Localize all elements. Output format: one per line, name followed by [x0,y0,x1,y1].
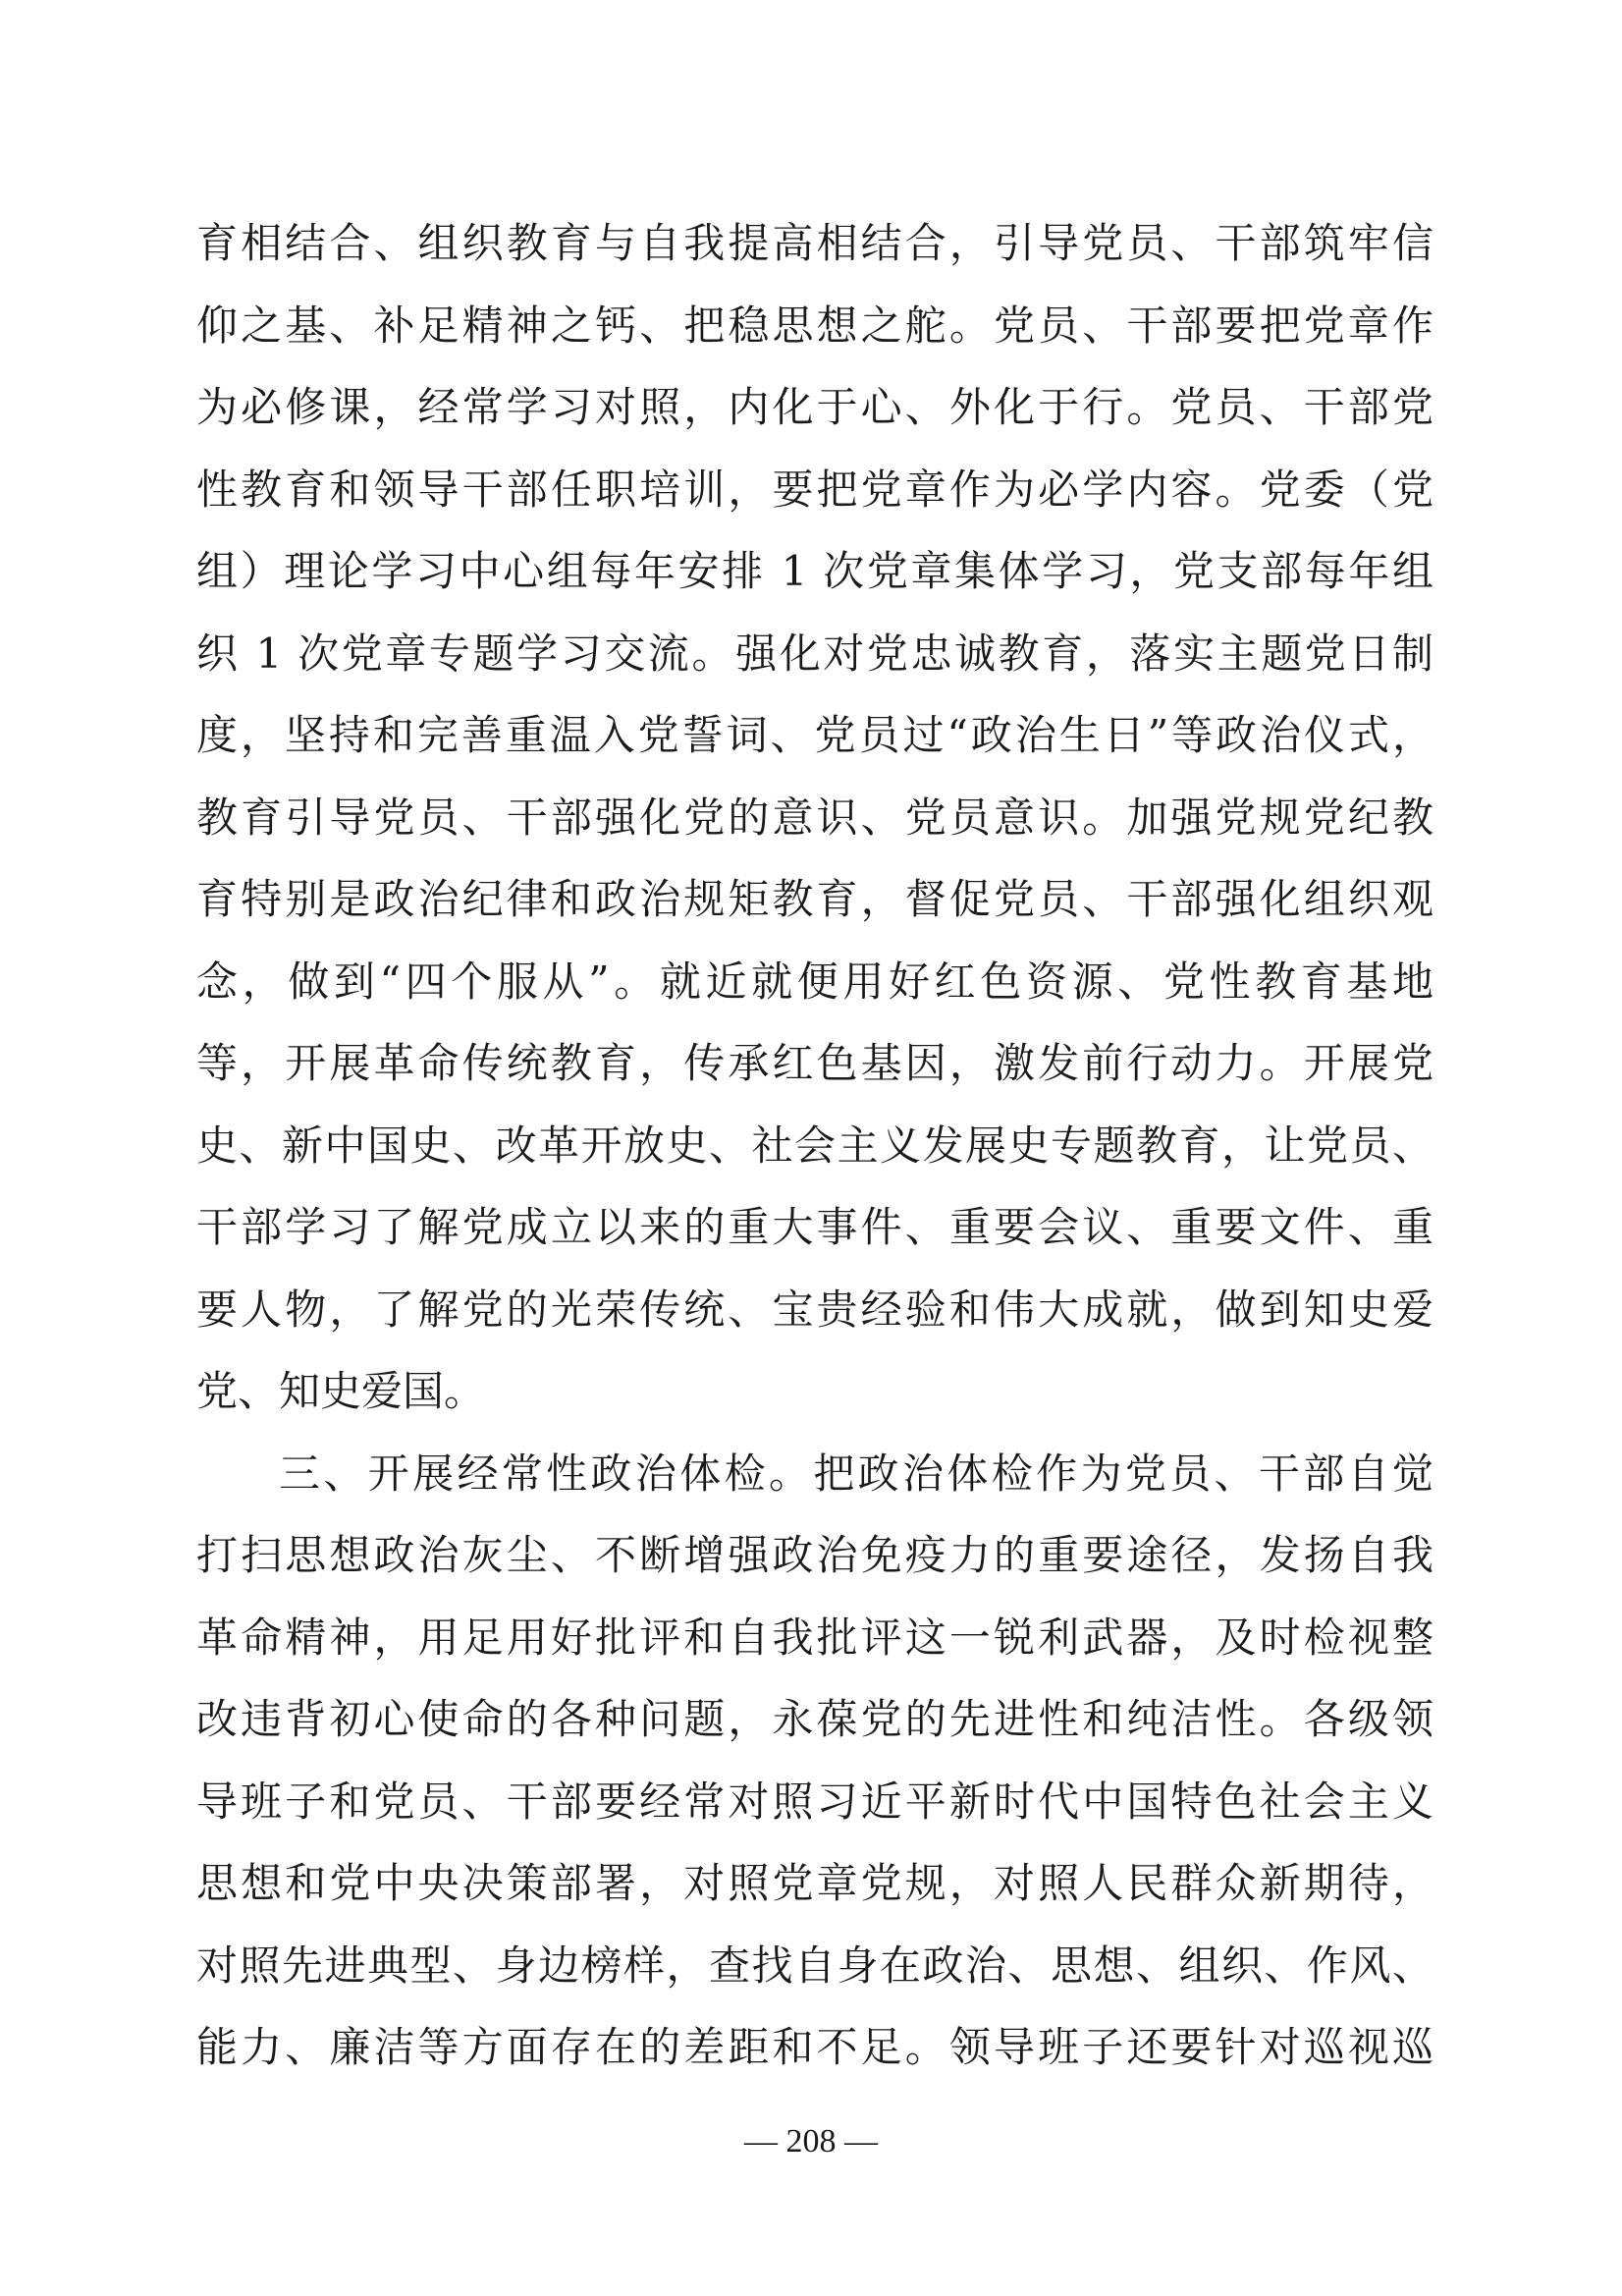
text-line: 史、新中国史、改革开放史、社会主义发展史专题教育，让党员、 [196,1121,1433,1170]
text-line: 为必修课，经常学习对照，内化于心、外化于行。党员、干部党 [196,383,1433,431]
text-line: 改违背初心使命的各种问题，永葆党的先进性和纯洁性。各级领 [196,1695,1433,1743]
text-line: 对照先进典型、身边榜样，查找自身在政治、思想、组织、作风、 [196,1941,1433,1990]
section-heading-line: 三、开展经常性政治体检。把政治体检作为党员、干部自觉 [279,1449,1433,1498]
text-line: 导班子和党员、干部要经常对照习近平新时代中国特色社会主义 [196,1777,1433,1826]
text-line: 组）理论学习中心组每年安排 1 次党章集体学习，党支部每年组 [196,547,1433,595]
text-line: 等，开展革命传统教育，传承红色基因，激发前行动力。开展党 [196,1039,1433,1087]
text-line: 思想和党中央决策部署，对照党章党规，对照人民群众新期待， [196,1859,1433,1907]
text-line: 打扫思想政治灰尘、不断增强政治免疫力的重要途径，发扬自我 [196,1531,1433,1579]
paragraph-end-line: 党、知史爱国。 [196,1367,486,1415]
text-line: 性教育和领导干部任职培训，要把党章作为必学内容。党委（党 [196,465,1433,514]
text-line: 要人物，了解党的光荣传统、宝贵经验和伟大成就，做到知史爱 [196,1285,1433,1334]
text-line: 念，做到“四个服从”。就近就便用好红色资源、党性教育基地 [196,957,1433,1006]
page-number: — 208 — [744,2123,878,2159]
text-line: 干部学习了解党成立以来的重大事件、重要会议、重要文件、重 [196,1203,1433,1251]
text-line: 教育引导党员、干部强化党的意识、党员意识。加强党规党纪教 [196,793,1433,842]
text-line: 仰之基、补足精神之钙、把稳思想之舵。党员、干部要把党章作 [196,301,1433,350]
text-line: 织 1 次党章专题学习交流。强化对党忠诚教育，落实主题党日制 [196,629,1433,678]
text-line: 育特别是政治纪律和政治规矩教育，督促党员、干部强化组织观 [196,875,1433,923]
text-line: 育相结合、组织教育与自我提高相结合，引导党员、干部筑牢信 [196,219,1433,267]
body-text [196,202,1433,2089]
text-line: 度，坚持和完善重温入党誓词、党员过“政治生日”等政治仪式， [196,711,1433,759]
text-line: 革命精神，用足用好批评和自我批评这一锐利武器，及时检视整 [196,1613,1433,1662]
text-line: 能力、廉洁等方面存在的差距和不足。领导班子还要针对巡视巡 [196,2023,1433,2071]
